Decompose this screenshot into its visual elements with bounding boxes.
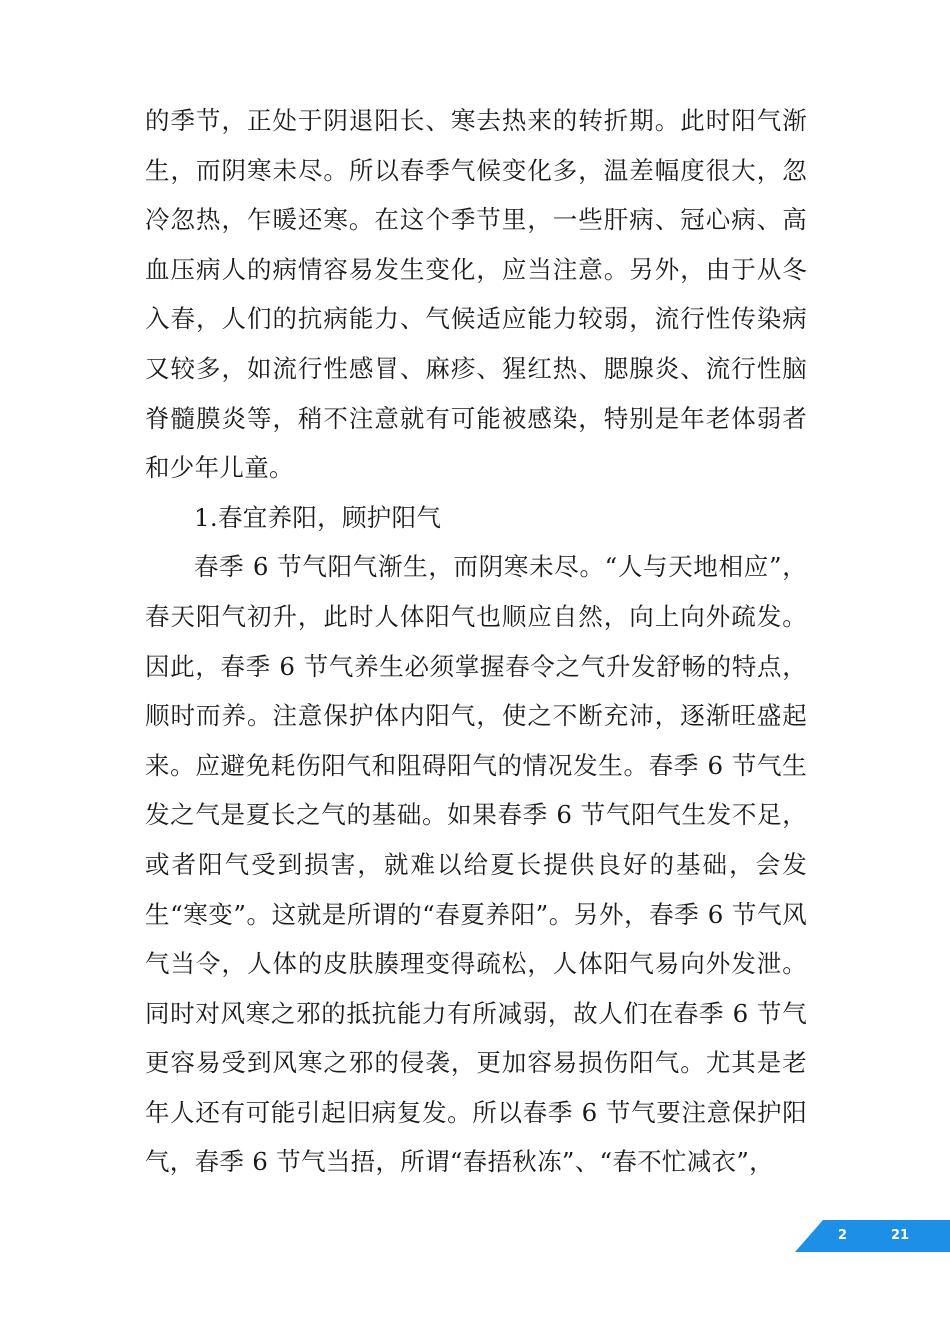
page-footer xyxy=(795,1220,950,1252)
footer-banner xyxy=(795,1220,950,1252)
page-number: 2 xyxy=(838,1228,848,1243)
body-text xyxy=(145,96,807,1187)
paragraph-body: 春季 6 节气阳气渐生，而阴寒未尽。“人与天地相应”，春天阳气初升，此时人体阳气也顺应自然，向上向外疏发。因此，春季 6 节气养生必须掌握春令之气升发舒畅的特点，顺时而养。注意保护体内阳气，使之不断充沛，逐渐旺盛起来。应避免耗伤阳气和阻碍阳气的情况发生。春季 6 节气生发之气是夏长之气的基础。如果春季 6 节气阳气生发不足，或者阳气受到损害，就难以给夏长提供良好的基础，会发生“寒变”。这就是所谓的“春夏养阳”。另外，春季 6 节气风气当令，人体的皮肤腠理变得疏松，人体阳气易向外发泄。同时对风寒之邪的抵抗能力有所减弱，故人们在春季 6 节气更容易受到风寒之邪的侵袭，更加容易损伤阳气。尤其是老年人还有可能引起旧病复发。所以春季 6 节气要注意保护阳气，春季 6 节气当捂，所谓“春捂秋冻”、“春不忙减衣”， xyxy=(145,552,807,1177)
paragraph-continuation: 的季节，正处于阴退阳长、寒去热来的转折期。此时阳气渐生，而阴寒未尽。所以春季气候变化多，温差幅度很大，忽冷忽热，乍暖还寒。在这个季节里，一些肝病、冠心病、高血压病人的病情容易发生变化，应当注意。另外，由于从冬入春，人们的抗病能力、气候适应能力较弱，流行性传染病又较多，如流行性感冒、麻疹、猩红热、腮腺炎、流行性脑脊髓膜炎等，稍不注意就有可能被感染，特别是年老体弱者和少年儿童。 xyxy=(145,106,807,483)
section-heading: 1.春宜养阳，顾护阳气 xyxy=(194,502,442,532)
total-pages: 21 xyxy=(891,1228,910,1243)
